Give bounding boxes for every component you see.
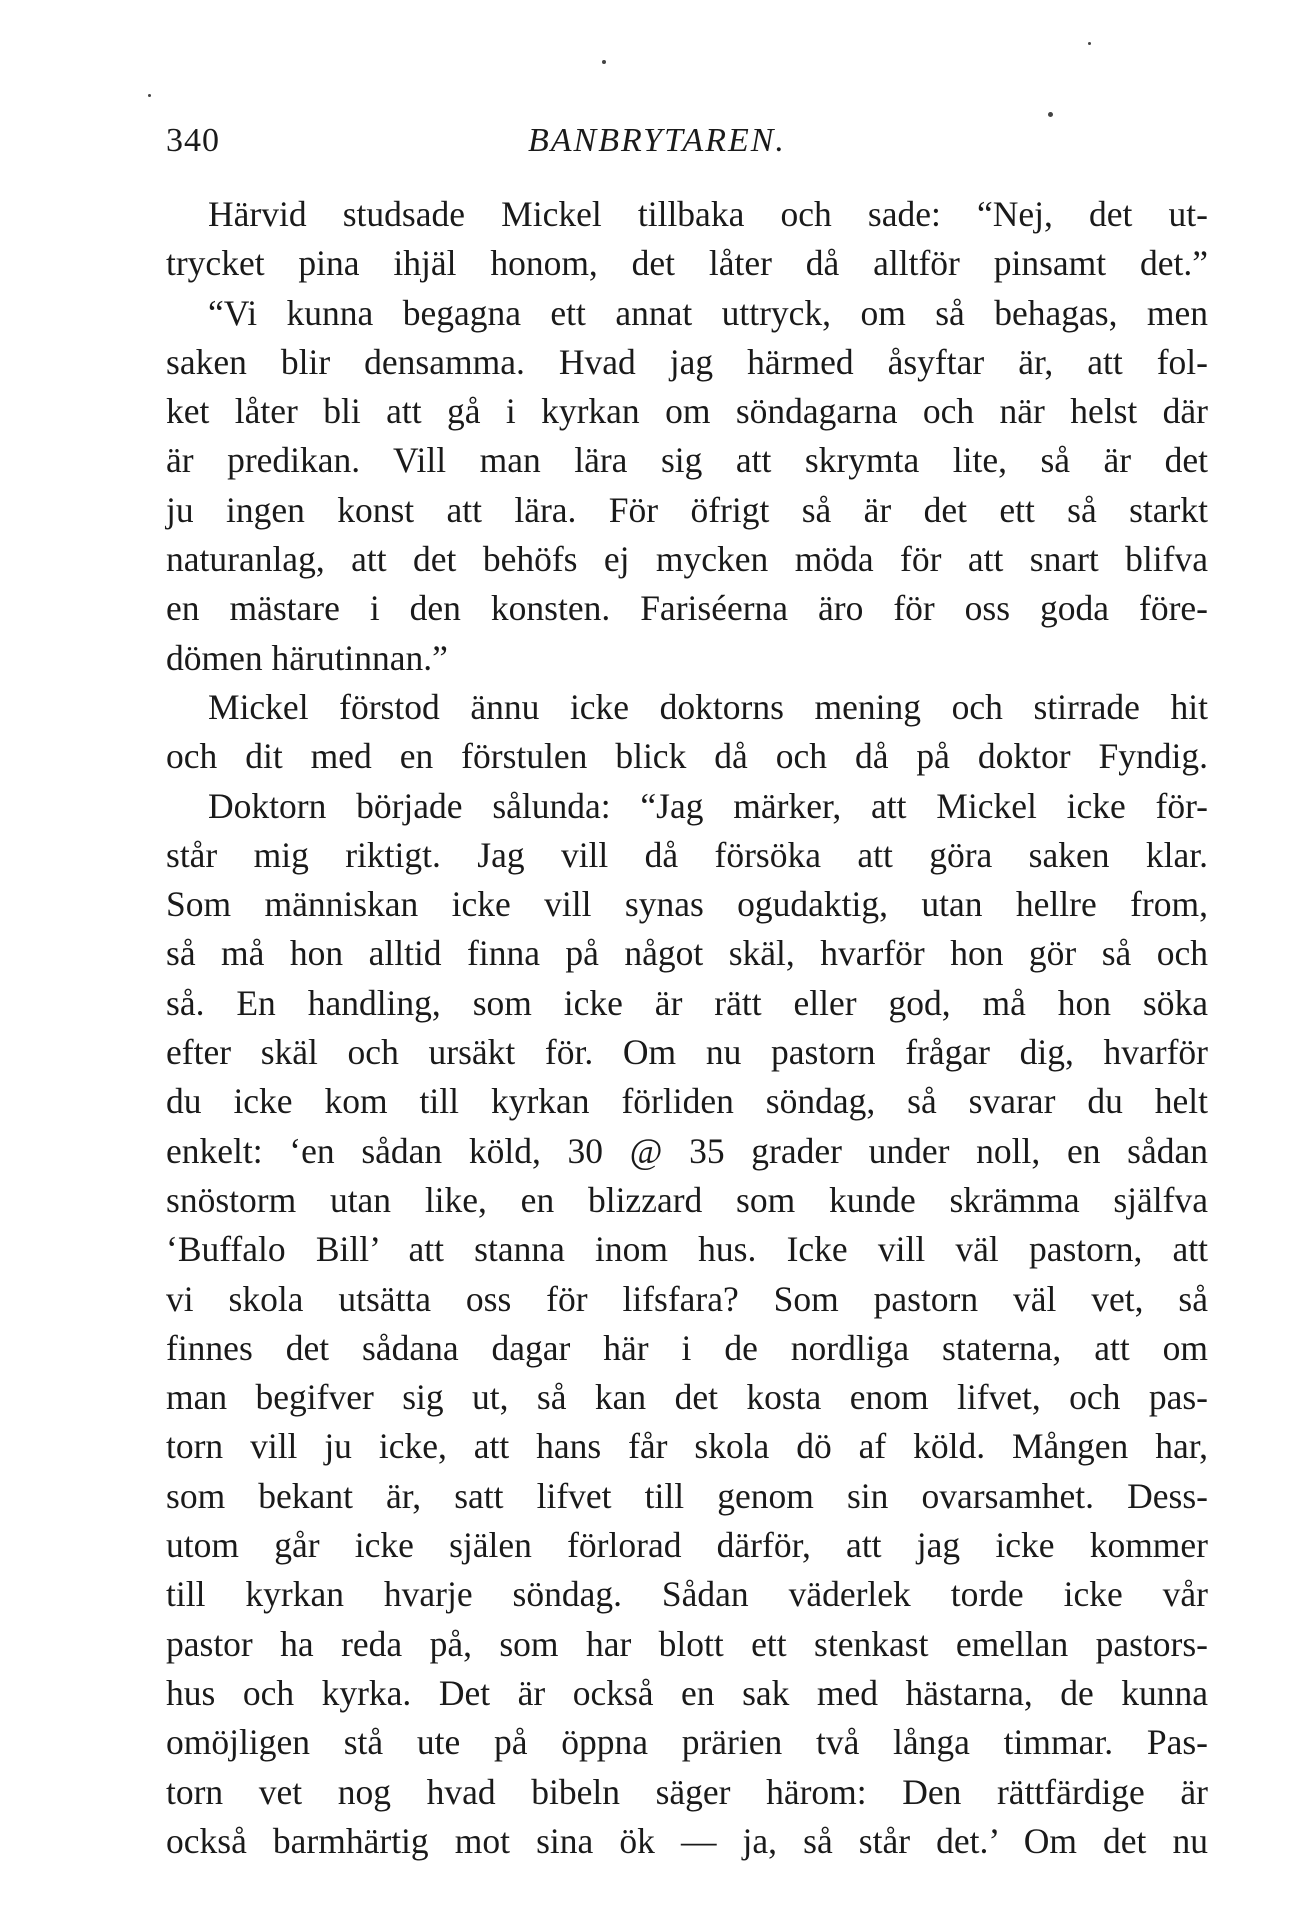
- text-line: pastor ha reda på, som har blott ett stenkast emellan pastors-: [166, 1623, 1208, 1664]
- text-line: dömen härutinnan.”: [166, 637, 448, 678]
- text-line: ‘Buffalo Bill’ att stanna inom hus. Icke vill väl pastorn, att: [166, 1229, 1208, 1270]
- text-line: Härvid studsade Mickel tillbaka och sade: “Nej, det ut-: [208, 194, 1208, 234]
- page-header: [166, 118, 1208, 170]
- text-line: vi skola utsätta oss för lifsfara? Som pastorn väl vet, så: [166, 1278, 1208, 1319]
- text-line: torn vill ju icke, att hans får skola dö af köld. Mången har,: [166, 1426, 1208, 1467]
- text-line: efter skäl och ursäkt för. Om nu pastorn frågar dig, hvarför: [166, 1032, 1208, 1073]
- text-line: Doktorn började sålunda: “Jag märker, att Mickel icke för-: [208, 785, 1208, 826]
- page-number: 340: [166, 122, 220, 159]
- text-line: omöjligen stå ute på öppna prärien två långa timmar. Pas-: [166, 1722, 1208, 1763]
- text-line: trycket pina ihjäl honom, det låter då alltför pinsamt det.”: [166, 243, 1208, 284]
- text-line: man begifver sig ut, så kan det kosta enom lifvet, och pas-: [166, 1377, 1208, 1418]
- text-line: ju ingen konst att lära. För öfrigt så är det ett så starkt: [166, 489, 1208, 530]
- text-line: och dit med en förstulen blick då och då på doktor Fyndig.: [166, 736, 1208, 777]
- text-line: saken blir densamma. Hvad jag härmed åsyftar är, att fol-: [166, 341, 1208, 382]
- text-line: du icke kom till kyrkan förliden söndag, så svarar du helt: [166, 1081, 1208, 1122]
- text-line: naturanlag, att det behöfs ej mycken möda för att snart blifva: [166, 539, 1208, 580]
- text-line: är predikan. Vill man lära sig att skrymta lite, så är det: [166, 440, 1208, 481]
- text-line: ket låter bli att gå i kyrkan om söndagarna och när helst där: [166, 391, 1208, 432]
- text-line: finnes det sådana dagar här i de nordliga staterna, att om: [166, 1327, 1208, 1368]
- text-line: utom går icke själen förlorad därför, att jag icke kommer: [166, 1525, 1208, 1566]
- scan-speck: [602, 60, 606, 64]
- text-line: en mästare i den konsten. Fariséerna äro för oss goda före-: [166, 588, 1208, 629]
- scan-speck: [148, 94, 151, 97]
- book-page: [166, 118, 1208, 1866]
- running-title: BANBRYTAREN.: [528, 122, 786, 159]
- text-line: också barmhärtig mot sina ök — ja, så står det.’ Om det nu: [166, 1820, 1208, 1861]
- text-line: står mig riktigt. Jag vill då försöka att göra saken klar.: [166, 834, 1208, 875]
- text-line: så. En handling, som icke är rätt eller god, må hon söka: [166, 982, 1208, 1023]
- text-line: Som människan icke vill synas ogudaktig, utan hellre from,: [166, 884, 1208, 925]
- text-line: torn vet nog hvad bibeln säger härom: Den rättfärdige är: [166, 1771, 1208, 1812]
- text-line: “Vi kunna begagna ett annat uttryck, om så behagas, men: [208, 292, 1208, 333]
- body-text: [166, 190, 1208, 1866]
- text-line: hus och kyrka. Det är också en sak med hästarna, de kunna: [166, 1672, 1208, 1713]
- scan-speck: [1048, 112, 1053, 117]
- text-line: till kyrkan hvarje söndag. Sådan väderlek torde icke vår: [166, 1574, 1208, 1615]
- text-line: enkelt: ‘en sådan köld, 30 @ 35 grader under noll, en sådan: [166, 1130, 1208, 1171]
- text-line: Mickel förstod ännu icke doktorns mening och stirrade hit: [208, 686, 1208, 727]
- text-line: så må hon alltid finna på något skäl, hvarför hon gör så och: [166, 933, 1208, 974]
- scan-speck: [1088, 42, 1091, 45]
- text-line: som bekant är, satt lifvet till genom sin ovarsamhet. Dess-: [166, 1475, 1208, 1516]
- text-line: snöstorm utan like, en blizzard som kunde skrämma själfva: [166, 1179, 1208, 1220]
